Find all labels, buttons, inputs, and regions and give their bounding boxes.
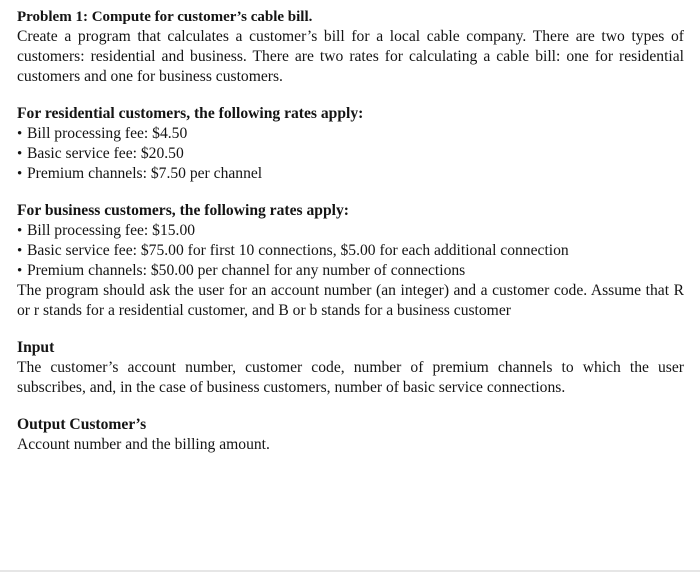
bullet-icon: • (17, 263, 23, 279)
bullet-icon: • (17, 243, 23, 259)
rate-text: Premium channels: $7.50 per channel (27, 165, 263, 182)
residential-heading: For residential customers, the following rates apply: (17, 105, 364, 122)
business-rates-list (17, 221, 684, 281)
list-item (17, 164, 684, 184)
rate-text: Basic service fee: $75.00 for first 10 connections, $5.00 for each additional connection (27, 242, 569, 259)
input-paragraph: The customer’s account number, customer code, number of premium channels to which the user subscribes, and, in the case of business customers, number of basic service connections. (17, 359, 684, 396)
instructions-paragraph: The program should ask the user for an account number (an integer) and a customer code. Assume that R or r stands for a residential customer, and B or b stands for a business customer (17, 282, 684, 319)
rate-text: Premium channels: $50.00 per channel for any number of connections (27, 262, 466, 279)
residential-rates-list (17, 124, 684, 184)
output-heading: Output Customer’s (17, 416, 147, 433)
problem-title: Problem 1: Compute for customer’s cable bill. (17, 9, 313, 25)
rate-text: Basic service fee: $20.50 (27, 145, 184, 162)
rate-text: Bill processing fee: $4.50 (27, 125, 188, 142)
list-item (17, 124, 684, 144)
rate-text: Bill processing fee: $15.00 (27, 222, 196, 239)
residential-section (17, 104, 684, 184)
list-item (17, 221, 684, 241)
list-item (17, 261, 684, 281)
intro-paragraph: Create a program that calculates a customer’s bill for a local cable company. There are two types of customers: residential and business. There are two rates for calculating a cable bill: one for residential customers and one for business customers. (17, 28, 684, 85)
business-section (17, 201, 684, 281)
business-heading: For business customers, the following rates apply: (17, 202, 349, 219)
output-paragraph: Account number and the billing amount. (17, 436, 270, 453)
bullet-icon: • (17, 166, 23, 182)
list-item (17, 241, 684, 261)
bullet-icon: • (17, 146, 23, 162)
input-heading: Input (17, 339, 55, 356)
bullet-icon: • (17, 223, 23, 239)
list-item (17, 144, 684, 164)
bullet-icon: • (17, 126, 23, 142)
